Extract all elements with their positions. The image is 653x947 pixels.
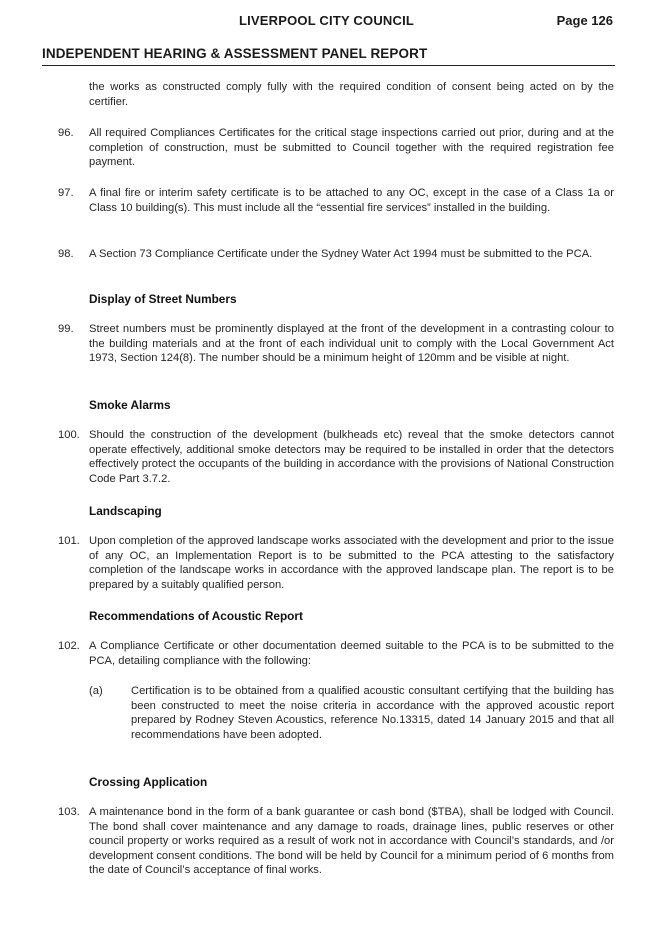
- header-divider: [42, 65, 615, 66]
- item-text: A Compliance Certificate or other documentation deemed suitable to the PCA is to be submitted to the PCA, detailing compliance with the following:: [89, 640, 614, 667]
- item-number: 97.: [58, 187, 74, 199]
- section-heading-street-numbers: Display of Street Numbers: [89, 292, 237, 306]
- item-number: 98.: [58, 248, 74, 260]
- item-text: A Section 73 Compliance Certificate under the Sydney Water Act 1994 must be submitted to the PCA.: [89, 248, 593, 260]
- item-text: All required Compliances Certificates for the critical stage inspections carried out prior, during and at the completion of construction, must be submitted to Council together with the required registration fee payment.: [89, 127, 614, 169]
- item-number: 99.: [58, 323, 74, 335]
- sub-item-text: Certification is to be obtained from a qualified acoustic consultant certifying that the building has been constructed to meet the noise criteria in accordance with the approved acoustic report prepared by Rodney Steven Acoustics, reference No.13315, dated 14 January 2015 and that all recommendations have been adopted.: [131, 685, 614, 741]
- item-number: 96.: [58, 127, 74, 139]
- section-heading-smoke-alarms: Smoke Alarms: [89, 398, 171, 412]
- page-number: Page 126: [556, 13, 613, 28]
- item-number: 100.: [58, 429, 80, 441]
- continuation-paragraph: the works as constructed comply fully with the required condition of consent being acted on by the certifier.: [89, 81, 614, 108]
- item-number: 101.: [58, 535, 80, 547]
- section-heading-acoustic: Recommendations of Acoustic Report: [89, 609, 303, 623]
- item-text: Should the construction of the development (bulkheads etc) reveal that the smoke detectors cannot operate effectively, additional smoke detectors may be required to be installed in order that the detectors effectively protect the occupants of the building in accordance with the provisions of National Construction Code Part 3.7.2.: [89, 429, 614, 485]
- council-name: LIVERPOOL CITY COUNCIL: [238, 13, 415, 28]
- section-heading-landscaping: Landscaping: [89, 504, 162, 518]
- item-text: Upon completion of the approved landscape works associated with the development and prior to the issue of any OC, an Implementation Report is to be submitted to the PCA attesting to the satisfactory completion of the landscape works in accordance with the approved landscape plan. The report is to be prepared by a suitably qualified person.: [89, 535, 614, 591]
- item-text: Street numbers must be prominently displayed at the front of the development in a contrasting colour to the building materials and at the front of each individual unit to comply with the Local Government Act 1973, Section 124(8). The number should be a minimum height of 120mm and be visible at night.: [89, 323, 614, 365]
- sub-item-label: (a): [89, 685, 103, 697]
- report-title: INDEPENDENT HEARING & ASSESSMENT PANEL REPORT: [42, 46, 428, 61]
- section-heading-crossing: Crossing Application: [89, 775, 208, 789]
- item-number: 102.: [58, 640, 80, 652]
- item-number: 103.: [58, 806, 80, 818]
- item-text: A maintenance bond in the form of a bank guarantee or cash bond ($TBA), shall be lodged with Council. The bond shall cover maintenance and any damage to roads, drainage lines, public reserves or other council property or works required as a result of work not in accordance with Council’s standards, and /or development consent conditions. The bond will be held by Council for a minimum period of 6 months from the date of Council’s acceptance of final works.: [89, 806, 614, 877]
- item-text: A final fire or interim safety certificate is to be attached to any OC, except in the case of a Class 1a or Class 10 building(s). This must include all the “essential fire services” installed in the building.: [89, 187, 614, 214]
